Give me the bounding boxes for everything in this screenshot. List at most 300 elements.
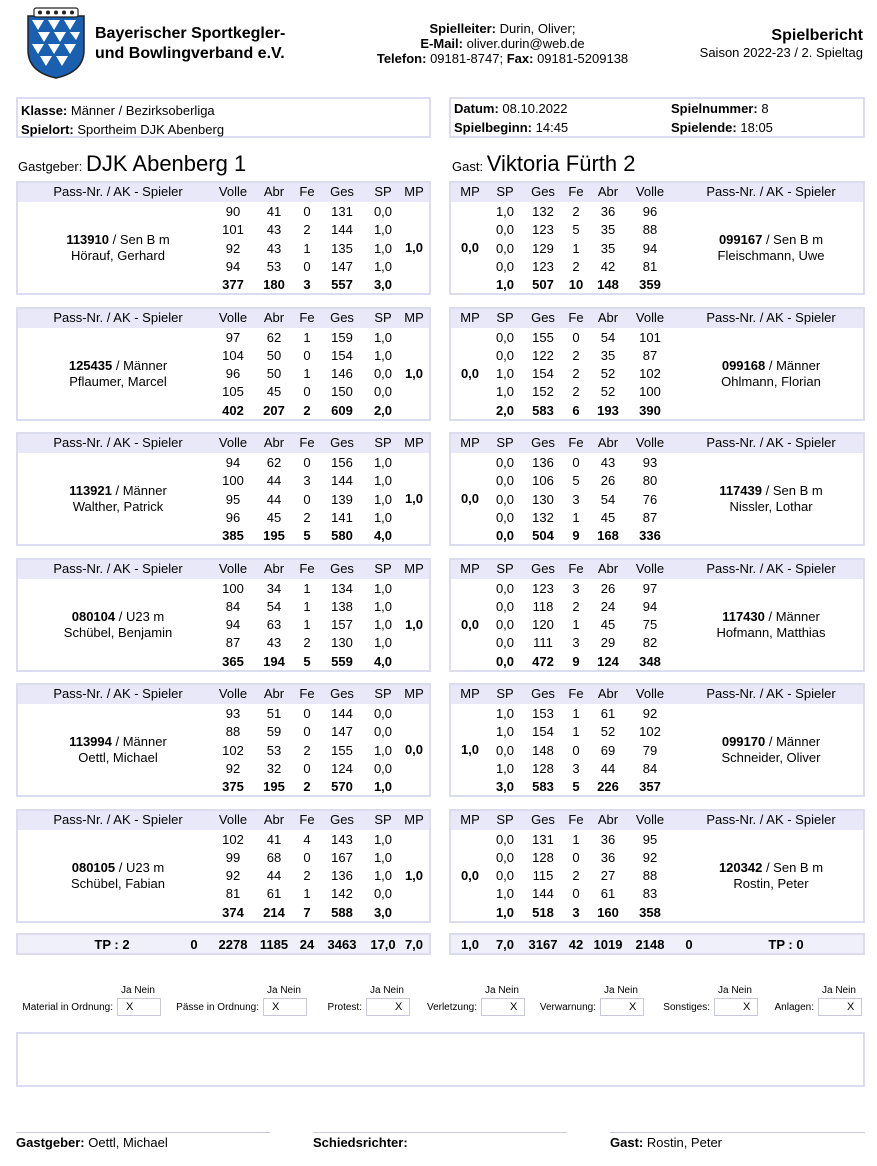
lane-value: 88 <box>642 222 658 238</box>
lane-value: 1,0 <box>495 366 515 382</box>
col-header: Fe <box>568 184 584 199</box>
lane-value: 0,0 <box>495 868 515 884</box>
match-point: 1,0 <box>404 365 424 381</box>
guest-player-block <box>449 558 865 672</box>
lane-value: 99 <box>225 849 241 865</box>
total-value: 336 <box>639 528 661 544</box>
col-header-player: Pass-Nr. / AK - Spieler <box>53 560 183 576</box>
report-title-block <box>700 26 863 60</box>
player-name: Schneider, Oliver <box>721 750 821 765</box>
lane-value: 0,0 <box>373 366 393 382</box>
lane-value: 154 <box>532 724 554 740</box>
guest-totals-row: 1,0 7,0 3167 42 1019 2148 0 TP : 0 <box>449 933 865 955</box>
player-pass: 117430 <box>722 608 765 624</box>
player-info <box>677 358 865 390</box>
signature-referee: Schiedsrichter: <box>313 1132 567 1150</box>
total-value: 4,0 <box>373 528 393 544</box>
lane-value: 44 <box>266 491 282 507</box>
col-header: SP <box>374 435 392 450</box>
lane-value: 0,0 <box>495 742 515 758</box>
lane-value: 1,0 <box>373 617 393 633</box>
lane-value: 130 <box>532 491 554 507</box>
lane-value: 159 <box>331 329 353 345</box>
check-label: Verwarnung: <box>539 1002 596 1013</box>
lane-value: 44 <box>266 473 282 489</box>
lane-value: 123 <box>532 258 554 274</box>
lane-value: 29 <box>600 635 616 651</box>
lane-value: 131 <box>532 831 554 847</box>
home-team-title: Gastgeber: DJK Abenberg 1 <box>18 151 247 176</box>
total-value: 2,0 <box>373 402 393 418</box>
lane-value: 1,0 <box>373 222 393 238</box>
lane-value: 41 <box>266 831 282 847</box>
total-value: 3 <box>303 277 311 293</box>
lane-value: 51 <box>266 706 282 721</box>
player-name: Ohlmann, Florian <box>721 373 821 389</box>
lane-value: 94 <box>225 617 241 633</box>
guest-team-title: Gast: Viktoria Fürth 2 <box>452 151 636 176</box>
lane-value: 128 <box>532 760 554 776</box>
lane-value: 79 <box>642 742 658 758</box>
player-info <box>677 232 865 264</box>
col-header: Ges <box>330 811 354 827</box>
lane-value: 84 <box>225 598 241 614</box>
total-value: 9 <box>572 653 580 669</box>
lane-value: 1,0 <box>373 491 393 507</box>
match-point: 0,0 <box>460 240 480 255</box>
lane-value: 0,0 <box>495 347 515 363</box>
col-header: Volle <box>635 686 665 701</box>
lane-value: 1,0 <box>373 455 393 470</box>
lane-value: 102 <box>222 831 244 847</box>
lane-value: 3 <box>303 473 311 489</box>
total-value: 588 <box>331 904 353 920</box>
col-header: MP <box>404 560 424 576</box>
lane-value: 87 <box>642 347 658 363</box>
lane-value: 1,0 <box>495 724 515 740</box>
player-pass: 080105 <box>71 859 116 875</box>
col-header: Ges <box>531 811 555 827</box>
guest-player-block <box>449 181 865 295</box>
total-value: 1,0 <box>495 904 515 920</box>
lane-value: 1,0 <box>373 240 393 256</box>
lane-value: 1,0 <box>495 204 515 219</box>
lane-value: 90 <box>225 204 241 219</box>
col-header: Fe <box>568 686 584 701</box>
player-info <box>677 860 865 892</box>
lane-value: 44 <box>600 760 616 776</box>
col-header: MP <box>404 309 424 325</box>
home-total-volle: 2278 <box>218 937 248 952</box>
lane-value: 138 <box>331 598 353 614</box>
col-header: Fe <box>299 309 315 325</box>
lane-value: 120 <box>532 617 554 633</box>
lane-value: 0,0 <box>373 886 393 902</box>
check-box[interactable] <box>714 998 758 1016</box>
col-header: MP <box>404 184 424 199</box>
federation-logo <box>24 6 88 80</box>
col-header: Fe <box>568 435 584 450</box>
home-player-block <box>16 809 431 923</box>
lane-value: 101 <box>639 329 661 345</box>
player-pass-line <box>18 483 218 499</box>
col-header: SP <box>374 309 392 325</box>
player-name: Pflaumer, Marcel <box>69 373 167 389</box>
col-header: Abr <box>263 435 285 450</box>
player-name: Schübel, Fabian <box>71 875 165 891</box>
check-label: Protest: <box>327 1002 362 1013</box>
total-value: 385 <box>222 528 244 544</box>
signature-guest: Gast: Rostin, Peter <box>610 1132 865 1150</box>
check-box[interactable] <box>481 998 525 1016</box>
lane-value: 0,0 <box>495 509 515 525</box>
home-total-sp: 17,0 <box>370 937 396 952</box>
total-value: 358 <box>639 904 661 920</box>
total-value: 5 <box>572 779 580 795</box>
check-label: Verletzung: <box>426 1002 477 1013</box>
lane-value: 144 <box>331 473 353 489</box>
col-header-player: Pass-Nr. / AK - Spieler <box>53 309 183 325</box>
player-ak: / Männer <box>111 483 167 498</box>
lane-value: 0,0 <box>495 329 515 345</box>
lane-value: 100 <box>222 473 244 489</box>
col-header: Abr <box>263 560 285 576</box>
lane-value: 167 <box>331 849 353 865</box>
total-value: 10 <box>568 277 584 293</box>
lane-value: 76 <box>642 491 658 507</box>
lane-value: 0,0 <box>495 473 515 489</box>
lane-value: 62 <box>266 329 282 345</box>
match-point: 0,0 <box>460 491 480 506</box>
lane-value: 52 <box>600 384 616 400</box>
player-ak: / Männer <box>764 608 820 624</box>
col-header: SP <box>374 184 392 199</box>
player-pass-line <box>677 358 865 374</box>
lane-value: 2 <box>572 347 580 363</box>
org-line-1: Bayerischer Sportkegler- <box>95 25 286 42</box>
home-player-block <box>16 558 431 672</box>
total-value: 518 <box>532 904 554 920</box>
lane-value: 1 <box>303 580 311 596</box>
lane-value: 102 <box>639 724 661 740</box>
lane-value: 1,0 <box>373 509 393 525</box>
lane-value: 43 <box>266 222 282 238</box>
check-box[interactable] <box>366 998 410 1016</box>
lane-value: 88 <box>225 724 241 740</box>
total-value: 375 <box>222 779 244 795</box>
lane-value: 136 <box>532 455 554 470</box>
player-ak: / Sen B m <box>761 483 823 498</box>
player-pass-line <box>677 232 865 248</box>
guest-total-fe: 42 <box>568 937 584 952</box>
total-value: 472 <box>532 653 554 669</box>
lane-value: 135 <box>331 240 353 256</box>
lane-value: 2 <box>303 509 311 525</box>
report-title: Spielbericht <box>771 27 863 44</box>
match-point: 0,0 <box>460 867 480 883</box>
player-ak: / Sen B m <box>762 232 824 247</box>
total-value: 583 <box>532 779 554 795</box>
col-header: Abr <box>597 560 619 576</box>
lane-value: 2 <box>303 222 311 238</box>
lane-value: 94 <box>642 240 658 256</box>
lane-value: 35 <box>600 222 616 238</box>
player-pass-line <box>18 232 218 248</box>
guest-player-block <box>449 809 865 923</box>
lane-value: 101 <box>222 222 244 238</box>
lane-value: 81 <box>642 258 658 274</box>
lane-value: 105 <box>222 384 244 400</box>
col-header: MP <box>404 686 424 701</box>
lane-value: 42 <box>600 258 616 274</box>
col-header: MP <box>460 184 480 199</box>
player-ak: / Männer <box>112 357 168 373</box>
col-header-player: Pass-Nr. / AK - Spieler <box>53 686 183 701</box>
total-value: 1,0 <box>373 779 393 795</box>
player-pass: 099168 <box>721 357 766 373</box>
lane-value: 1 <box>303 329 311 345</box>
player-info <box>677 609 865 641</box>
col-header: Ges <box>330 184 354 199</box>
col-header: Fe <box>299 435 315 450</box>
col-header: Ges <box>330 435 354 450</box>
col-header: Ges <box>531 686 555 701</box>
lane-value: 26 <box>600 580 616 596</box>
col-header: Volle <box>635 435 665 450</box>
spielort-value: Sportheim DJK Abenberg <box>77 122 225 137</box>
lane-value: 52 <box>600 366 616 382</box>
player-pass-line <box>18 734 218 750</box>
col-header: Abr <box>263 309 285 325</box>
lane-value: 0 <box>572 455 580 470</box>
lane-value: 144 <box>331 222 353 238</box>
lane-value: 1,0 <box>373 598 393 614</box>
lane-value: 97 <box>642 580 658 596</box>
lane-value: 0,0 <box>373 384 393 400</box>
player-pass-line <box>18 358 218 374</box>
col-header: MP <box>460 560 480 576</box>
lane-value: 0 <box>303 849 311 865</box>
home-total-ges: 3463 <box>327 937 357 952</box>
player-pass-line <box>677 734 865 750</box>
lane-value: 0 <box>303 706 311 721</box>
lane-value: 84 <box>642 760 658 776</box>
lane-value: 0 <box>572 742 580 758</box>
lane-value: 0,0 <box>495 455 515 470</box>
total-value: 193 <box>597 402 619 418</box>
lane-value: 3 <box>572 580 580 596</box>
col-header: Ges <box>531 184 555 199</box>
total-value: 2 <box>303 402 311 418</box>
check-box[interactable] <box>818 998 862 1016</box>
lane-value: 35 <box>600 347 616 363</box>
datum-value: 08.10.2022 <box>502 101 568 116</box>
lane-value: 0 <box>572 329 580 345</box>
col-header: Abr <box>263 811 285 827</box>
col-header: MP <box>460 686 480 701</box>
lane-value: 130 <box>331 635 353 651</box>
lane-value: 2 <box>572 366 580 382</box>
lane-value: 1,0 <box>373 580 393 596</box>
lane-value: 143 <box>331 831 353 847</box>
lane-value: 1,0 <box>495 760 515 776</box>
guest-total-mp: 1,0 <box>460 937 480 952</box>
total-value: 609 <box>331 402 353 418</box>
col-header: Ges <box>330 560 354 576</box>
lane-value: 0 <box>303 347 311 363</box>
total-value: 3,0 <box>495 779 515 795</box>
lane-value: 146 <box>331 366 353 382</box>
lane-value: 1 <box>572 831 580 847</box>
col-header: Fe <box>568 560 584 576</box>
total-value: 214 <box>263 904 285 920</box>
lane-value: 1,0 <box>495 886 515 902</box>
total-value: 3,0 <box>373 904 393 920</box>
lane-value: 26 <box>600 473 616 489</box>
lane-value: 87 <box>642 509 658 525</box>
col-header: Volle <box>218 686 248 701</box>
total-value: 0,0 <box>495 528 515 544</box>
lane-value: 100 <box>222 580 244 596</box>
col-header: SP <box>496 686 514 701</box>
lane-value: 144 <box>532 886 554 902</box>
total-value: 7 <box>303 904 311 920</box>
total-value: 9 <box>572 528 580 544</box>
lane-value: 1,0 <box>373 831 393 847</box>
total-value: 180 <box>263 277 285 293</box>
total-value: 2,0 <box>495 402 515 418</box>
lane-value: 45 <box>266 509 282 525</box>
lane-value: 0,0 <box>495 258 515 274</box>
player-info <box>18 734 218 766</box>
col-header: MP <box>404 811 424 827</box>
phone-value: 09181-8747; <box>430 51 504 66</box>
lane-value: 142 <box>331 886 353 902</box>
total-value: 5 <box>303 653 311 669</box>
lane-value: 53 <box>266 258 282 274</box>
lane-value: 129 <box>532 240 554 256</box>
check-box[interactable] <box>600 998 644 1016</box>
player-info <box>18 358 218 390</box>
col-header: Abr <box>597 309 619 325</box>
lane-value: 1 <box>572 617 580 633</box>
home-player-block <box>16 432 431 546</box>
lane-value: 100 <box>639 384 661 400</box>
total-value: 0,0 <box>495 653 515 669</box>
col-header: Abr <box>597 686 619 701</box>
notes-box[interactable] <box>16 1032 865 1087</box>
lane-value: 139 <box>331 491 353 507</box>
total-value: 559 <box>331 653 353 669</box>
lane-value: 147 <box>331 258 353 274</box>
total-value: 365 <box>222 653 244 669</box>
lane-value: 0 <box>303 384 311 400</box>
total-value: 1,0 <box>495 277 515 293</box>
total-value: 402 <box>222 402 244 418</box>
lane-value: 1 <box>572 724 580 740</box>
lane-value: 92 <box>642 706 658 721</box>
col-header-player: Pass-Nr. / AK - Spieler <box>53 184 183 199</box>
check-label: Sonstiges: <box>663 1002 710 1013</box>
home-team-name: DJK Abenberg 1 <box>85 151 247 176</box>
lane-value: 61 <box>266 886 282 902</box>
lane-value: 1 <box>303 366 311 382</box>
col-header: SP <box>374 686 392 701</box>
home-total-mp: 7,0 <box>404 937 424 952</box>
lane-value: 62 <box>266 455 282 470</box>
player-pass: 099170 <box>721 734 766 749</box>
ja-nein-label: Ja Nein <box>604 985 638 996</box>
signature-home: Gastgeber: Oettl, Michael <box>16 1132 270 1150</box>
total-value: 124 <box>597 653 619 669</box>
spielende-value: 18:05 <box>740 120 773 135</box>
lane-value: 156 <box>331 455 353 470</box>
check-label: Anlagen: <box>774 1002 814 1013</box>
check-mark: X <box>272 1001 280 1013</box>
lane-value: 93 <box>642 455 658 470</box>
ja-nein-label: Ja Nein <box>267 985 301 996</box>
check-box[interactable] <box>117 998 161 1016</box>
lane-value: 82 <box>642 635 658 651</box>
lane-value: 1,0 <box>495 706 515 721</box>
lane-value: 43 <box>266 240 282 256</box>
contact-block: Spielleiter: Durin, Oliver; E-Mail: oliver.durin@web.de Telefon: 09181-8747; Fax: 09181-5209138 <box>376 21 629 66</box>
lane-value: 131 <box>331 204 353 219</box>
total-value: 390 <box>639 402 661 418</box>
lane-value: 136 <box>331 868 353 884</box>
col-header: Ges <box>531 560 555 576</box>
player-info <box>18 609 218 641</box>
lane-value: 5 <box>572 222 580 238</box>
lane-value: 3 <box>572 491 580 507</box>
lane-value: 1,0 <box>373 742 393 758</box>
col-header: SP <box>496 309 514 325</box>
lane-value: 0,0 <box>373 204 393 219</box>
player-pass-line <box>677 609 865 625</box>
lane-value: 59 <box>266 724 282 740</box>
player-pass-line <box>677 483 865 499</box>
match-info-right: Datum: 08.10.2022 Spielbeginn: 14:45 Spielnummer: 8 Spielende: 18:05 <box>449 97 865 138</box>
organization-name <box>95 24 285 64</box>
lane-value: 44 <box>266 868 282 884</box>
lane-value: 1,0 <box>373 473 393 489</box>
player-pass-line <box>18 860 218 876</box>
player-name: Hofmann, Matthias <box>716 624 826 640</box>
check-box[interactable] <box>263 998 307 1016</box>
total-value: 195 <box>263 528 285 544</box>
lane-value: 68 <box>266 849 282 865</box>
lane-value: 80 <box>642 473 658 489</box>
lane-value: 0,0 <box>495 635 515 651</box>
lane-value: 95 <box>642 831 658 847</box>
lane-value: 123 <box>532 222 554 238</box>
total-value: 2 <box>303 779 311 795</box>
player-info <box>677 734 865 766</box>
lane-value: 3 <box>572 635 580 651</box>
lane-value: 2 <box>572 868 580 884</box>
home-tp: TP : 2 <box>94 937 130 952</box>
col-header: MP <box>404 435 424 450</box>
lane-value: 4 <box>303 831 311 847</box>
guest-total-ges: 3167 <box>528 937 558 952</box>
lane-value: 0 <box>303 491 311 507</box>
lane-value: 1 <box>572 509 580 525</box>
col-header: Volle <box>218 309 248 325</box>
lane-value: 123 <box>532 580 554 596</box>
home-total-abr: 1185 <box>259 937 289 952</box>
player-ak: / Sen B m <box>108 232 170 247</box>
season-label: Saison 2022-23 / 2. Spieltag <box>699 45 863 60</box>
